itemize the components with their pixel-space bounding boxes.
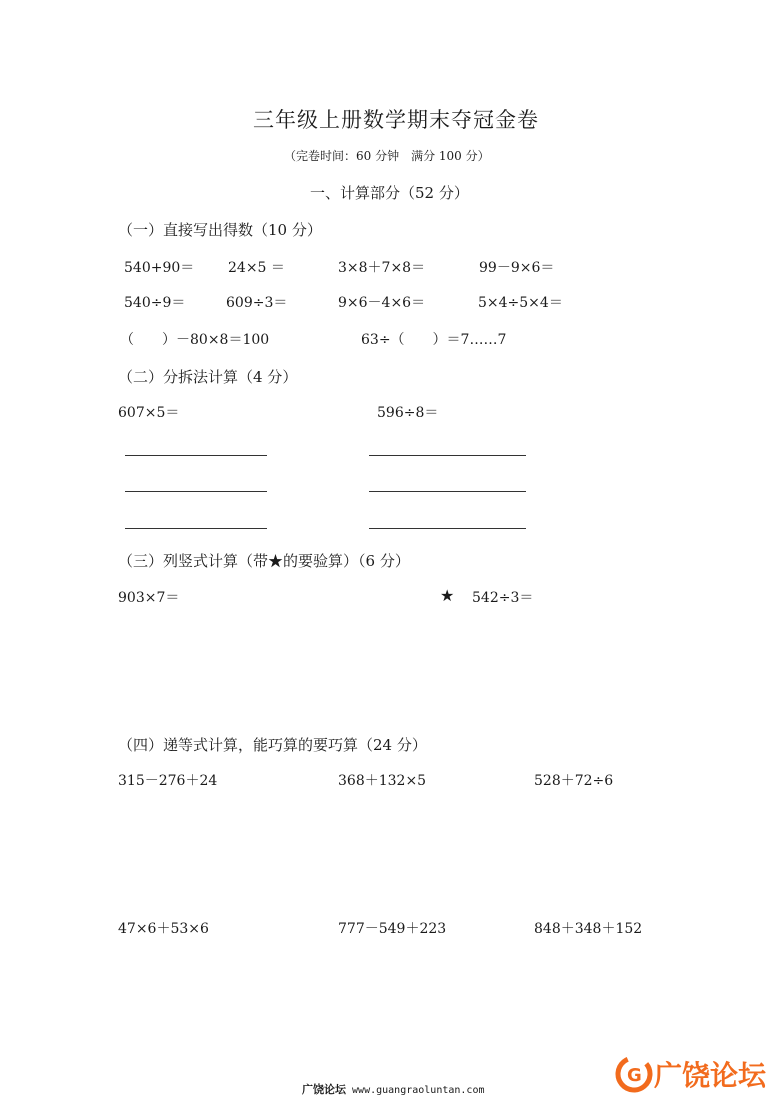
answer-line (369, 455, 526, 456)
answer-line (369, 528, 526, 529)
section-2-heading: （二）分拆法计算（4 分） (118, 368, 298, 386)
problem: 903×7＝ (118, 590, 180, 606)
footer-url: www.guangraoluntan.com (352, 1085, 485, 1096)
logo-text: 广饶论坛 (654, 1059, 767, 1092)
answer-line (369, 491, 526, 492)
problem: 3×8＋7×8＝ (338, 260, 426, 276)
problem: 528＋72÷6 (534, 773, 614, 789)
section-4-heading: （四）递等式计算，能巧算的要巧算（24 分） (118, 736, 427, 754)
problem: 9×6－4×6＝ (338, 295, 426, 311)
problem: 315－276＋24 (118, 773, 218, 789)
problem: 24×5 ＝ (228, 260, 285, 276)
problem: 5×4÷5×4＝ (478, 295, 563, 311)
site-logo (612, 1052, 776, 1096)
footer-brand: 广饶论坛 (302, 1083, 346, 1096)
page-title: 三年级上册数学期末夺冠金卷 (253, 108, 539, 132)
problem: 542÷3＝ (472, 590, 534, 606)
section-1-heading: （一）直接写出得数（10 分） (118, 221, 322, 239)
answer-line (125, 528, 267, 529)
problem: 607×5＝ (118, 405, 180, 421)
problem: 540÷9＝ (124, 295, 186, 311)
problem: 99－9×6＝ (479, 260, 555, 276)
section-3-heading: （三）列竖式计算（带★的要验算）（6 分） (118, 552, 410, 570)
problem: （ ）－80×8＝100 (120, 332, 270, 348)
problem: 848＋348＋152 (534, 921, 643, 937)
logo-letter: G (627, 1065, 642, 1086)
star-icon: ★ (440, 586, 455, 605)
problem: 368＋132×5 (338, 773, 427, 789)
answer-line (125, 491, 267, 492)
problem: 47×6＋53×6 (118, 921, 209, 937)
answer-line (125, 455, 267, 456)
problem: 540+90＝ (124, 260, 195, 276)
problem: 596÷8＝ (377, 405, 439, 421)
problem: 609÷3＝ (226, 295, 288, 311)
part-heading: 一、计算部分（52 分） (310, 184, 469, 202)
problem: 777－549＋223 (338, 921, 447, 937)
problem: 63÷（ ）＝7……7 (361, 332, 507, 348)
page-subtitle: （完卷时间：60 分钟 满分 100 分） (284, 149, 490, 163)
footer-watermark (302, 1081, 484, 1097)
